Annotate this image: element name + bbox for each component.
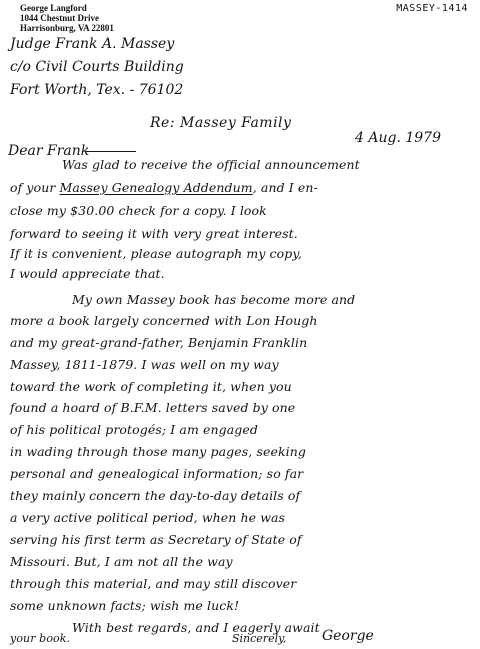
letterhead-name: George Langford [20, 3, 87, 13]
p2-line-2: more a book largely concerned with Lon Hough [10, 313, 318, 328]
p2-line-10: they mainly concern the day-to-day details of [10, 488, 301, 503]
salutation-dash [86, 151, 136, 152]
recipient-line-2: c/o Civil Courts Building [10, 59, 184, 75]
p2-line-5: toward the work of completing it, when you [10, 379, 292, 394]
p1-line-2 [10, 180, 318, 195]
p1-line-2-pre: of your [10, 180, 60, 195]
letterhead-street: 1044 Chestnut Drive [20, 13, 99, 23]
p2-line-4: Massey, 1811-1879. I was well on my way [10, 357, 279, 372]
letter-date: 4 Aug. 1979 [355, 130, 441, 146]
p2-line-6: found a hoard of B.F.M. letters saved by one [10, 400, 296, 415]
p1-line-4: forward to seeing it with very great interest. [10, 226, 298, 241]
p1-line-5: If it is convenient, please autograph my copy, [10, 246, 302, 261]
addendum-title: Massey Genealogy Addendum [59, 180, 253, 195]
p2-line-12: serving his first term as Secretary of State of [10, 532, 302, 547]
p2-line-14: through this material, and may still discover [10, 576, 297, 591]
letterhead [20, 3, 114, 33]
p1-line-2-post: , and I en- [252, 180, 318, 195]
p1-line-3: close my $30.00 check for a copy. I look [10, 203, 267, 218]
p2-line-3: and my great-grand-father, Benjamin Franklin [10, 335, 308, 350]
salutation: Dear Frank [8, 143, 90, 159]
p2-line-13: Missouri. But, I am not all the way [10, 554, 233, 569]
signature: George [322, 628, 374, 644]
p3-line-1: With best regards, and I eagerly await [72, 620, 320, 635]
p2-line-1: My own Massey book has become more and [72, 292, 356, 307]
closing: Sincerely, [232, 632, 287, 645]
p1-line-1: Was glad to receive the official announcement [62, 157, 360, 172]
p1-line-6: I would appreciate that. [10, 266, 165, 281]
p2-line-11: a very active political period, when he was [10, 510, 286, 525]
p2-line-15: some unknown facts; wish me luck! [10, 598, 240, 613]
p2-line-8: in wading through those many pages, seeking [10, 444, 306, 459]
recipient-line-3: Fort Worth, Tex. - 76102 [10, 82, 184, 98]
p3-line-2: your book. [10, 632, 71, 645]
recipient-line-1: Judge Frank A. Massey [10, 36, 175, 52]
letterhead-city: Harrisonburg, VA 22801 [20, 23, 114, 33]
reference-number: MASSEY-1414 [396, 3, 468, 14]
p2-line-7: of his political protogés; I am engaged [10, 422, 258, 437]
p2-line-9: personal and genealogical information; so far [10, 466, 304, 481]
subject-line: Re: Massey Family [150, 115, 292, 131]
